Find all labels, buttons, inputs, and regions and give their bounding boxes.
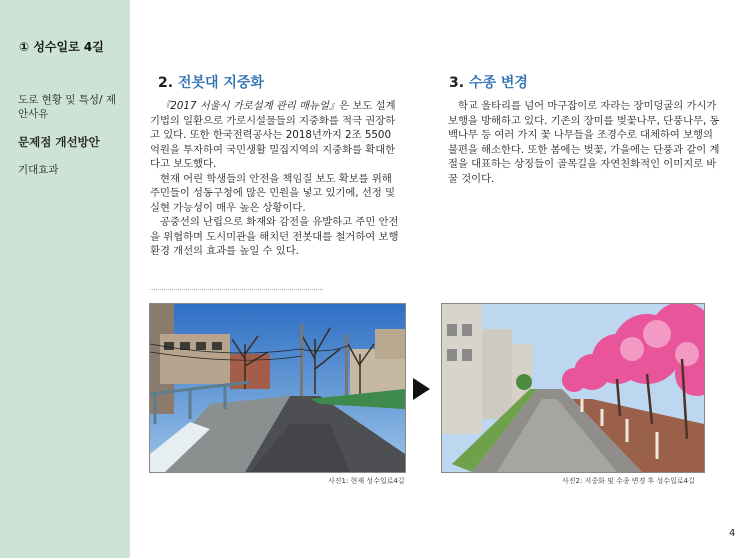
section2-number: 2. [158,75,174,91]
section3-body [448,99,720,186]
arrow-right-icon [413,378,430,400]
section2-paragraph-3: 공중선의 난립으로 화재와 감전을 유발하고 주민 안전을 위협하며 도시미관을 해치던 전봇대를 철거하여 보행환경 개선의 효과를 높일 수 있다. [150,216,399,257]
section2-title: 전봇대 지중화 [177,75,264,91]
divider [150,289,323,290]
nav-item-expected-effects[interactable]: 기대효과 [18,164,59,176]
section2-paragraph-2: 현재 어린 학생들의 안전을 책임질 보도 확보를 위해 주민들이 성동구청에 많은 민원을 넣고 있기에, 선정 및 실현 가능성이 매우 높은 상황이다. [150,172,396,214]
section3-title: 수종 변경 [468,75,528,91]
section3-number: 3. [449,75,465,91]
sidebar [0,0,130,558]
section3-heading [449,72,528,92]
photo1-caption: 사진1: 현재 성수일로4길 [328,477,405,485]
section2-heading [158,72,264,92]
section2-body [150,99,400,259]
nav-item-improvement[interactable]: 문제점 개선방안 [18,135,100,149]
page-number: 4 [729,528,736,539]
photo2-caption: 사진2: 지중화 및 수종 변경 후 성수일로4길 [562,477,695,485]
photo-improved-street [441,303,705,473]
section3-paragraph-1: 학교 울타리를 넘어 마구잡이로 자라는 장미덩굴의 가시가 보행을 방해하고 있다. 기존의 장미를 벚꽃나무, 단풍나무, 동백나무 등 여러 가지 꽃 나무들을 조경수로 대체하여 보행의 불편을 해소한다. 또한 봄에는 벚꽃, 가을에는 단풍과 같이 계절을 대표하는 상징들이 골목길을 자연친화적인 이미지로 바꿀 것이다. [448,100,720,185]
nav-item-road-status[interactable]: 도로 현황 및 특성/ 제안사유 [18,94,117,120]
sidebar-title: ① 성수일로 4길 [19,40,104,54]
section2-paragraph-1: 『2017 서울시 가로설계 관리 매뉴얼』은 보도 설계기법의 일환으로 가로시설물들의 지중화를 적극 권장하고 있다. 또한 한국전력공사는 2018년까지 2조 5500억원을 투자하여 국민생활 밀집지역의 지중화를 확대한다고 보도했다. [150,100,396,170]
manual-reference: 『2017 서울시 가로설계 관리 매뉴얼』 [160,100,340,112]
photo-current-street [149,303,406,473]
